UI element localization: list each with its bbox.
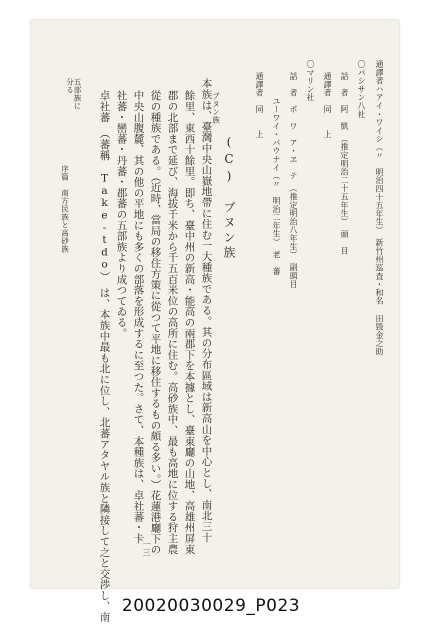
page-number: 一三: [142, 540, 151, 556]
record-line-4: 通譯者 同 上: [323, 72, 332, 139]
record-line-5: 〇マリン社: [306, 60, 315, 102]
section-heading: (C) ブヌン族: [222, 135, 236, 261]
body-line-1: 本族は、臺灣中央山嶽地帶に住む一大種族である。其の分布區域は新高山を中心とし、南北三十: [200, 78, 213, 543]
record-line-2: 〇パシサン八社: [357, 60, 366, 119]
record-line-7: ユーワイ・パウナイ（〃 明治二年生） 老 蕃: [272, 72, 281, 276]
body-line-5: 中央山腹麓、其の他の平地にも多くの部落を形成するに至つた。さて、本種族は、卓社蕃・卡: [132, 90, 145, 544]
body-line-4: 從の種族である。（近時、當局の移住方策に從つて平地に移住するもの頗る多い。）花蓮港廳下の: [149, 90, 162, 555]
record-line-3: 話 者 阿 凱 （推定明治二十五年生） 頭 目: [340, 72, 349, 255]
record-line-6: 話 者 ポ ワ ア・ヱ テ （推定明治八年生） 副頭目: [289, 72, 298, 289]
body-line-3: 郡の北部まで延び、海拔千米から千五百米位の高所に住む。高砂族中、最も高地に位する狩主農: [166, 90, 179, 555]
record-line-8: 通譯者 同 上: [255, 72, 264, 139]
body-line-2: 餘里、東西十餘里。即ち、臺中州の新高・能高の兩郡下を本據とし、臺東廳の山地、高雄州屏東: [183, 90, 196, 555]
margin-note: 五部族に分る: [65, 78, 82, 110]
footer-running-title: 序篇 南方民族と高砂族: [60, 165, 70, 253]
body-line-6: 社蕃・巒蕃・丹蕃・郡蕃の五部族より成つてゐる。: [115, 90, 128, 339]
record-line-1: 通譯者ハアイ・ワイシ（〃 明治四十五年生） 新竹州巡査・和名 田毀金之助: [375, 60, 384, 356]
image-caption: 20020030029_P023: [121, 596, 301, 616]
running-header: ブヌン族: [211, 92, 221, 124]
body-line-7: 卓社蕃 （蕃稱 Take-tdo） は、本族中最も北に位し、北蕃アタヤル族と隣接して之と交渉し、南: [98, 90, 111, 623]
